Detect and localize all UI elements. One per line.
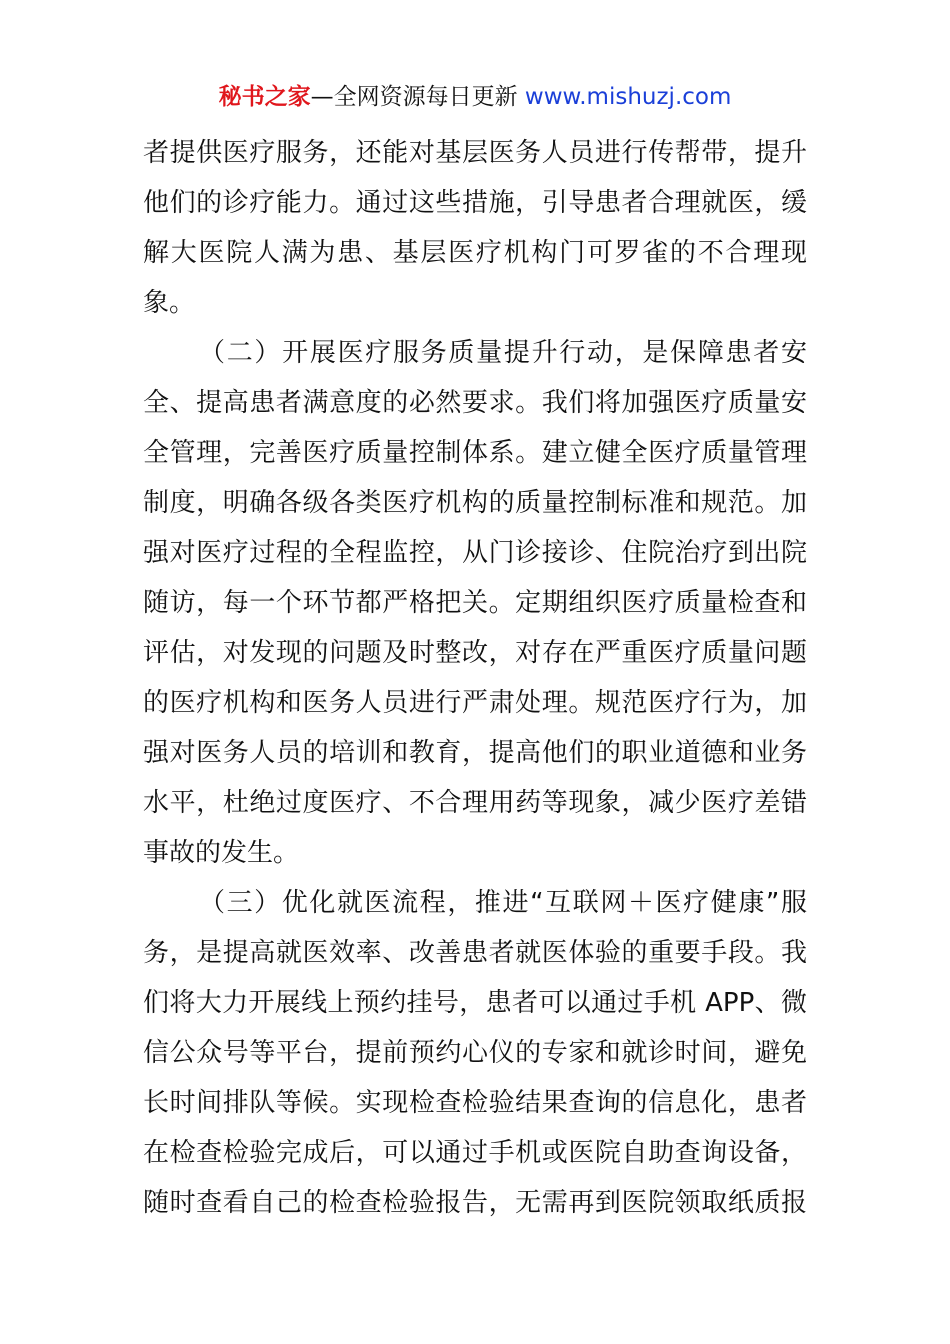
text-line: 他们的诊疗能力。通过这些措施，引导患者合理就医，缓 <box>143 188 807 218</box>
paragraph-start-line: （二）开展医疗服务质量提升行动，是保障患者安 <box>199 338 807 368</box>
text-line: 全、提高患者满意度的必然要求。我们将加强医疗质量安 <box>143 388 807 418</box>
text-line: 解大医院人满为患、基层医疗机构门可罗雀的不合理现 <box>143 238 807 268</box>
text-line: 强对医疗过程的全程监控，从门诊接诊、住院治疗到出院 <box>143 538 807 568</box>
document-body <box>143 128 807 1228</box>
text-line: 制度，明确各级各类医疗机构的质量控制标准和规范。加 <box>143 488 807 518</box>
text-line: 务，是提高就医效率、改善患者就医体验的重要手段。我 <box>143 938 807 968</box>
text-line: 事故的发生。 <box>143 838 300 868</box>
text-line: 们将大力开展线上预约挂号，患者可以通过手机 APP、微 <box>143 988 807 1018</box>
site-header <box>0 80 950 114</box>
text-line: 强对医务人员的培训和教育，提高他们的职业道德和业务 <box>143 738 807 768</box>
text-line: 象。 <box>143 288 196 318</box>
text-line: 随访，每一个环节都严格把关。定期组织医疗质量检查和 <box>143 588 807 618</box>
header-tagline: —全网资源每日更新 <box>310 84 525 110</box>
text-line: 随时查看自己的检查检验报告，无需再到医院领取纸质报 <box>143 1188 807 1218</box>
text-line: 在检查检验完成后，可以通过手机或医院自助查询设备， <box>143 1138 807 1168</box>
text-line: 信公众号等平台，提前预约心仪的专家和就诊时间，避免 <box>143 1038 807 1068</box>
text-line: 长时间排队等候。实现检查检验结果查询的信息化，患者 <box>143 1088 807 1118</box>
text-line: 者提供医疗服务，还能对基层医务人员进行传帮带，提升 <box>143 138 807 168</box>
paragraph-start-line: （三）优化就医流程，推进“互联网＋医疗健康”服 <box>199 888 807 918</box>
text-line: 的医疗机构和医务人员进行严肃处理。规范医疗行为，加 <box>143 688 807 718</box>
site-url-link[interactable]: www.mishuzj.com <box>524 84 732 110</box>
text-line: 全管理，完善医疗质量控制体系。建立健全医疗质量管理 <box>143 438 807 468</box>
text-line: 评估，对发现的问题及时整改，对存在严重医疗质量问题 <box>143 638 807 668</box>
brand-name: 秘书之家 <box>218 84 311 110</box>
text-line: 水平，杜绝过度医疗、不合理用药等现象，减少医疗差错 <box>143 788 807 818</box>
